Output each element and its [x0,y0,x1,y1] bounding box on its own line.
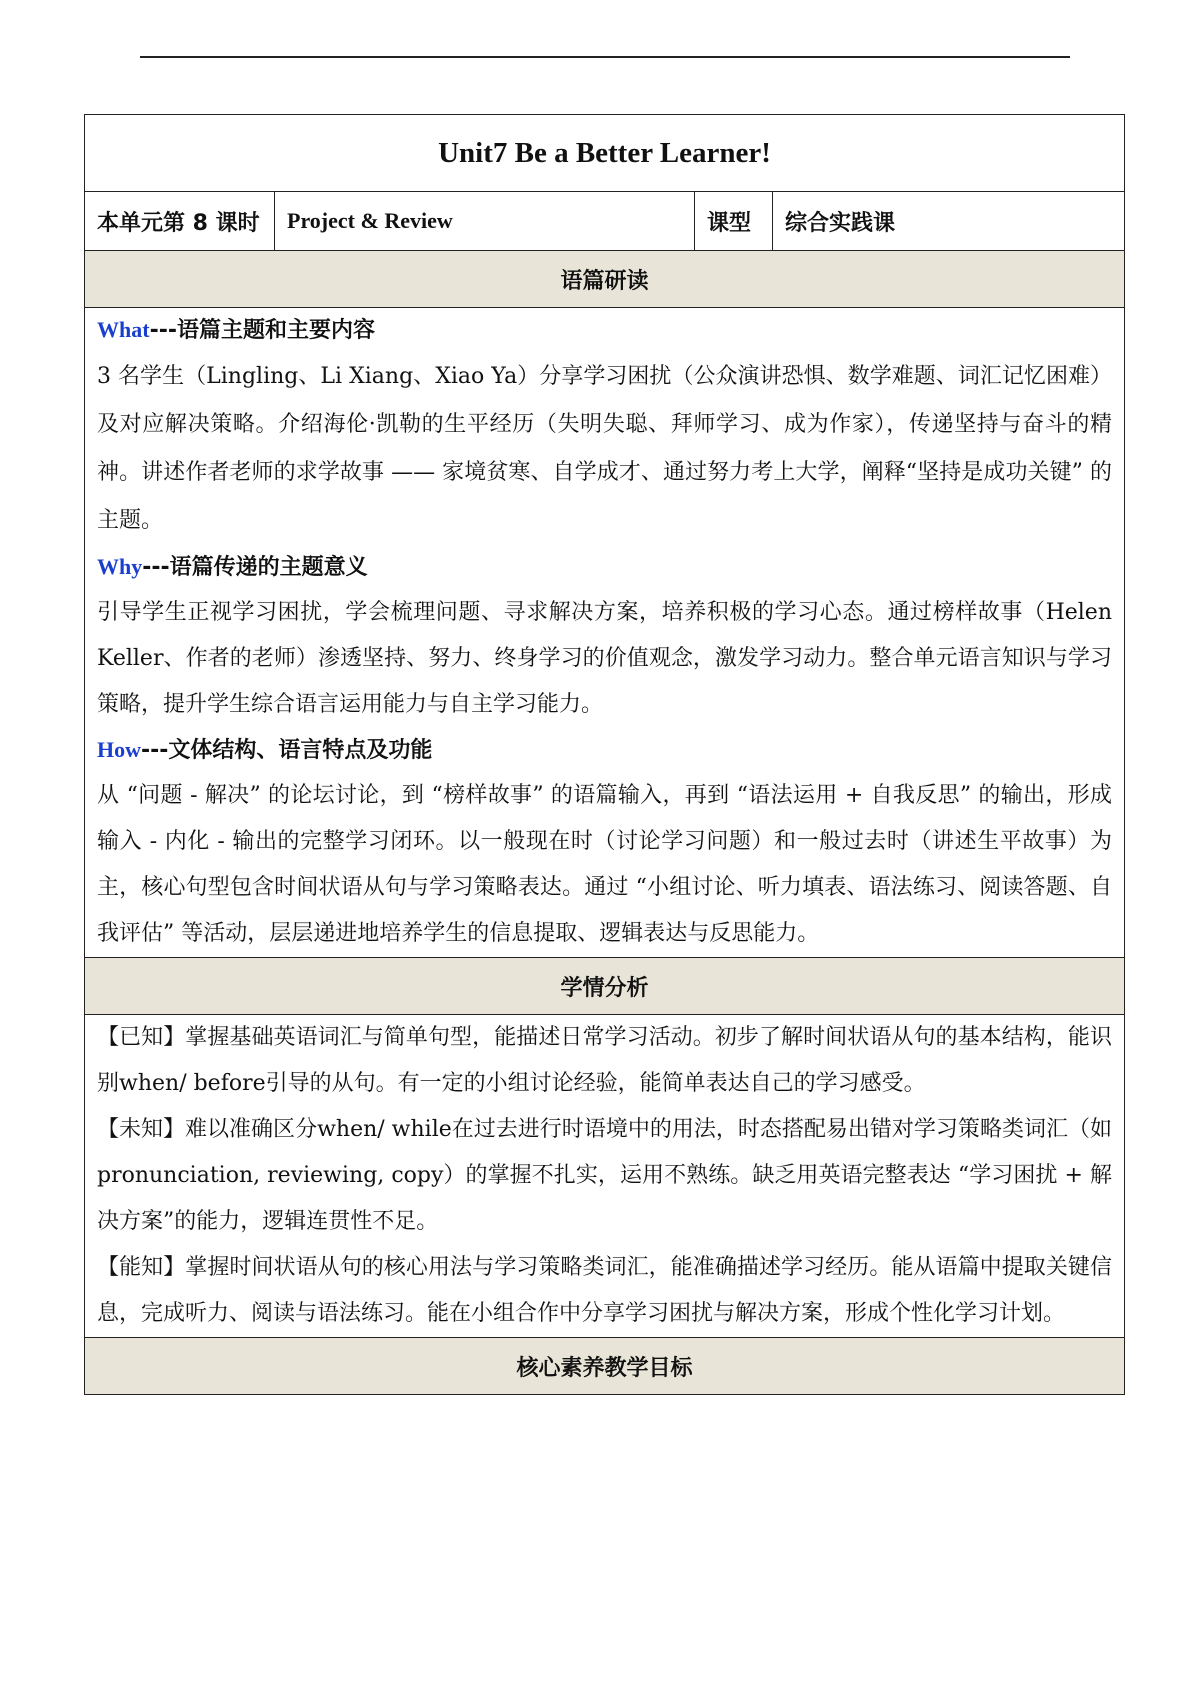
section-header-text-study: 语篇研读 [85,251,1125,308]
unknown-text: 难以准确区分when/ while在过去进行时语境中的用法，时态搭配易出错对学习策略类词汇（如pronunciation, reviewing, copy）的掌握不扎实，运用不熟练。缺乏用英语完整表达 “学习困扰 + 解决方案”的能力，逻辑连贯性不足。 [97,1117,1112,1234]
unknown-paragraph [97,1107,1112,1245]
how-keyword: How [97,737,141,762]
known-label: 【已知】 [97,1025,186,1050]
what-text: 3 名学生（Lingling、Li Xiang、Xiao Ya）分享学习困扰（公众演讲恐惧、数学难题、词汇记忆困难）及对应解决策略。介绍海伦·凯勒的生平经历（失明失聪、拜师学习、成为作家），传递坚持与奋斗的精神。讲述作者老师的求学故事 —— 家境贫寒、自学成才、通过努力考上大学，阐释“坚持是成功关键” 的主题。 [97,364,1112,533]
text-study-content [85,308,1125,958]
known-text: 掌握基础英语词汇与简单句型，能描述日常学习活动。初步了解时间状语从句的基本结构，能识别when/ before引导的从句。有一定的小组讨论经验，能简单表达自己的学习感受。 [97,1025,1112,1096]
learner-analysis-content [85,1015,1125,1338]
why-heading [97,545,1112,590]
why-label: ---语篇传递的主题意义 [142,555,368,580]
lesson-name: Project & Review [275,192,695,251]
how-heading [97,728,1112,773]
meta-row [85,192,1125,251]
section-header-goals: 核心素养教学目标 [85,1338,1125,1395]
how-label: ---文体结构、语言特点及功能 [141,738,433,763]
why-text: 引导学生正视学习困扰，学会梳理问题、寻求解决方案，培养积极的学习心态。通过榜样故事（Helen Keller、作者的老师）渗透坚持、努力、终身学习的价值观念，激发学习动力。整合单元语言知识与学习策略，提升学生综合语言运用能力与自主学习能力。 [97,600,1112,717]
header-rule [140,56,1070,58]
why-keyword: Why [97,554,143,579]
able-paragraph [97,1245,1112,1337]
how-text: 从 “问题 - 解决” 的论坛讨论，到 “榜样故事” 的语篇输入，再到 “语法运用 + 自我反思” 的输出，形成输入 - 内化 - 输出的完整学习闭环。以一般现在时（讨论学习问题）和一般过去时（讲述生平故事）为主，核心句型包含时间状语从句与学习策略表达。通过 “小组讨论、听力填表、语法练习、阅读答题、自我评估” 等活动，层层递进地培养学生的信息提取、逻辑表达与反思能力。 [97,783,1112,946]
what-label: ---语篇主题和主要内容 [149,318,375,343]
lesson-plan-table [84,114,1125,1395]
lesson-type-value: 综合实践课 [773,192,1125,251]
known-paragraph [97,1015,1112,1107]
what-keyword: What [97,317,150,342]
able-label: 【能知】 [97,1255,186,1280]
lesson-type-label: 课型 [695,192,773,251]
able-text: 掌握时间状语从句的核心用法与学习策略类词汇，能准确描述学习经历。能从语篇中提取关键信息，完成听力、阅读与语法练习。能在小组合作中分享学习困扰与解决方案，形成个性化学习计划。 [97,1255,1112,1326]
lesson-number-label: 本单元第 8 课时 [85,192,275,251]
document-title: Unit7 Be a Better Learner! [85,115,1125,192]
section-header-learner-analysis: 学情分析 [85,958,1125,1015]
unknown-label: 【未知】 [97,1117,186,1142]
what-heading [97,308,1112,353]
